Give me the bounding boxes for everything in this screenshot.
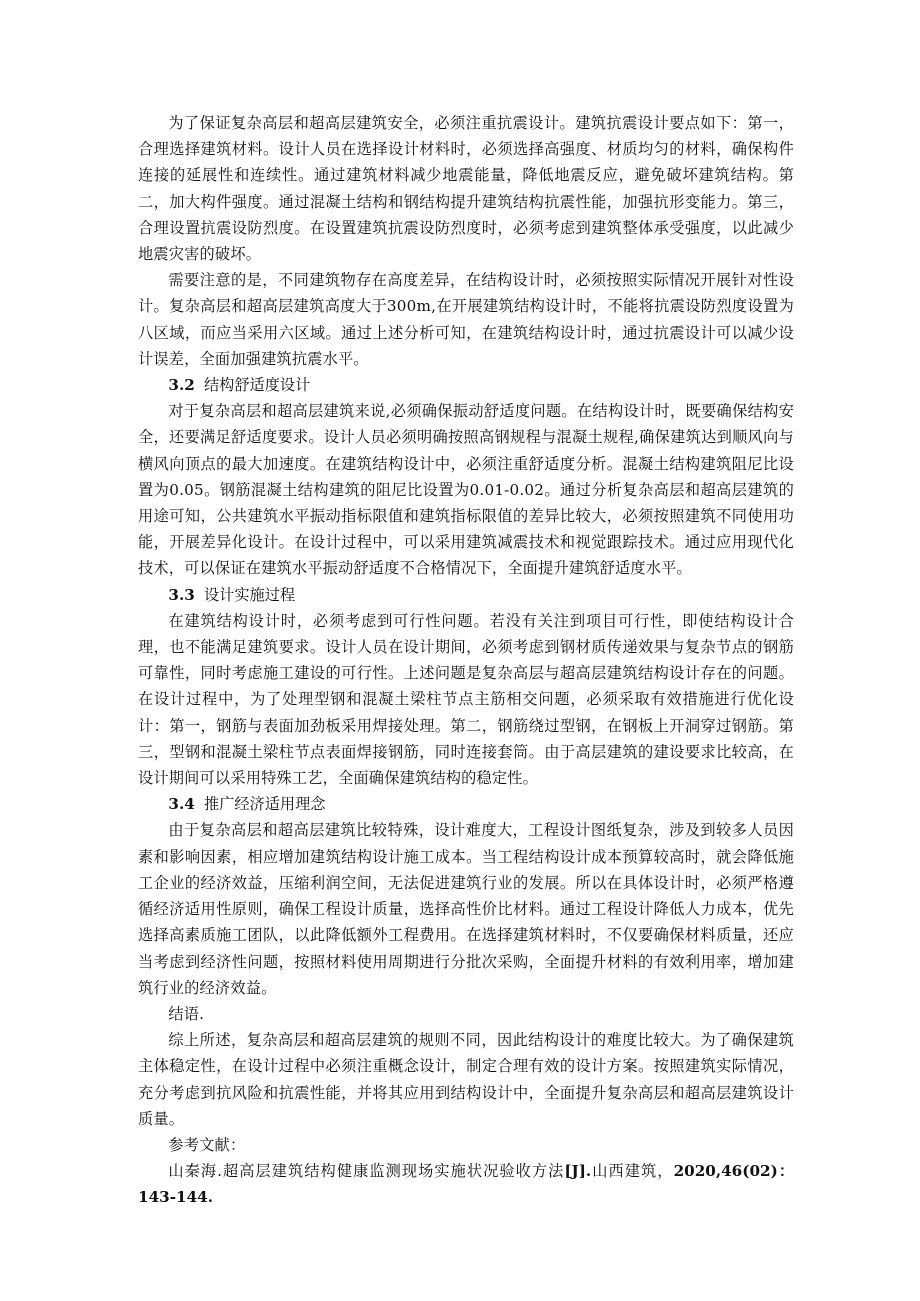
section-heading-3-4 [138, 791, 794, 817]
document-page [138, 110, 794, 1211]
reference-journal: 山西建筑， [591, 1162, 674, 1181]
references-label: 参考文献： [168, 1135, 246, 1154]
section-number: 3.3 [168, 585, 195, 604]
paragraph-economy: 由于复杂高层和超高层建筑比较特殊，设计难度大，工程设计图纸复杂，涉及到较多人员因素和影响因素，相应增加建筑结构设计施工成本。当工程结构设计成本预算较高时，就会降低施工企业的经济效益，压缩利润空间，无法促进建筑行业的发展。所以在具体设计时，必须严格遵循经济适用性原则，确保工程设计质量，选择高性价比材料。通过工程设计降低人力成本，优先选择高素质施工团队，以此降低额外工程费用。在选择建筑材料时，不仅要确保材料质量，还应当考虑到经济性问题，按照材料使用周期进行分批次采购，全面提升材料的有效利用率，增加建筑行业的经济效益。 [138, 821, 794, 997]
paragraph-height-note: 需要注意的是，不同建筑物存在高度差异，在结构设计时，必须按照实际情况开展针对性设计。复杂高层和超高层建筑高度大于300m,在开展建筑结构设计时，不能将抗震设防烈度设置为八区域，而应当采用六区域。通过上述分析可知，在建筑结构设计时，通过抗震设计可以减少设计误差，全面加强建筑抗震水平。 [138, 271, 794, 368]
reference-author-title: 山秦海.超高层建筑结构健康监测现场实施状况验收方法 [168, 1162, 565, 1181]
section-number: 3.2 [168, 376, 195, 395]
reference-volume-pages: 2020,46(02)：143-144. [138, 1162, 795, 1207]
paragraph-conclusion: 综上所述，复杂高层和超高层建筑的规则不同，因此结构设计的难度比较大。为了确保建筑主体稳定性，在设计过程中必须注重概念设计，制定合理有效的设计方案。按照建筑实际情况，充分考虑到抗风险和抗震性能，并将其应用到结构设计中，全面提升复杂高层和超高层建筑设计质量。 [138, 1031, 794, 1128]
paragraph-comfort-design: 对于复杂高层和超高层建筑来说,必须确保振动舒适度问题。在结构设计时，既要确保结构安全，还要满足舒适度要求。设计人员必须明确按照高钢规程与混凝土规程,确保建筑达到顺风向与横风向顶点的最大加速度。在建筑结构设计中，必须注重舒适度分析。混凝土结构建筑阻尼比设置为0.05。钢筋混凝土结构建筑的阻尼比设置为0.01-0.02。通过分析复杂高层和超高层建筑的用途可知，公共建筑水平振动指标限值和建筑指标限值的差异比较大，必须按照建筑不同使用功能，开展差异化设计。在设计过程中，可以采用建筑减震技术和视觉跟踪技术。通过应用现代化技术，可以保证在建筑水平振动舒适度不合格情况下，全面提升建筑舒适度水平。 [138, 402, 794, 578]
section-heading-3-2 [138, 372, 794, 398]
conclusion-label: 结语. [168, 1004, 205, 1023]
section-number: 3.4 [168, 795, 195, 814]
section-title: 设计实施过程 [203, 585, 296, 604]
paragraph-seismic-design: 为了保证复杂高层和超高层建筑安全，必须注重抗震设计。建筑抗震设计要点如下：第一，合理选择建筑材料。设计人员在选择设计材料时，必须选择高强度、材质均匀的材料，确保构件连接的延展性和连续性。通过建筑材料减少地震能量，降低地震反应，避免破坏建筑结构。第二，加大构件强度。通过混凝土结构和钢结构提升建筑结构抗震性能，加强抗形变能力。第三，合理设置抗震设防烈度。在设置建筑抗震设防烈度时，必须考虑到建筑整体承受强度，以此减少地震灾害的破坏。 [138, 114, 794, 264]
reference-entry [138, 1158, 794, 1210]
section-title: 结构舒适度设计 [203, 376, 311, 395]
section-title: 推广经济适用理念 [203, 795, 326, 814]
reference-type: [J]. [564, 1162, 592, 1181]
section-heading-3-3 [138, 582, 794, 608]
paragraph-implementation: 在建筑结构设计时，必须考虑到可行性问题。若没有关注到项目可行性，即使结构设计合理，也不能满足建筑要求。设计人员在设计期间，必须考虑到钢材质传递效果与复杂节点的钢筋可靠性，同时考虑施工建设的可行性。上述问题是复杂高层与超高层建筑结构设计存在的问题。在设计过程中，为了处理型钢和混凝土梁柱节点主筋相交问题，必须采取有效措施进行优化设计：第一，钢筋与表面加劲板采用焊接处理。第二，钢筋绕过型钢，在钢板上开洞穿过钢筋。第三，型钢和混凝土梁柱节点表面焊接钢筋，同时连接套筒。由于高层建筑的建设要求比较高，在设计期间可以采用特殊工艺，全面确保建筑结构的稳定性。 [138, 611, 794, 788]
